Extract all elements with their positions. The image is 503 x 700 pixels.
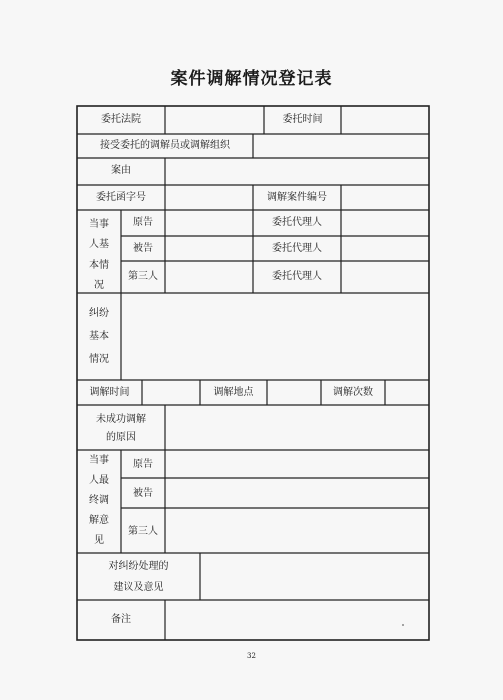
label-dispute-2: 基本 (89, 331, 109, 342)
label-suggestion-1: 对纠纷处理的 (108, 561, 169, 572)
label-remark: 备注 (111, 614, 131, 625)
label-suggestion-2: 建议及意见 (113, 582, 164, 593)
label-final-opinion-2: 人最 (89, 475, 109, 486)
label-parties-info-3: 本情 (89, 260, 109, 271)
label-plaintiff: 原告 (133, 217, 153, 228)
label-dispute-3: 情况 (89, 354, 109, 365)
registration-table (77, 106, 429, 640)
label-agent-third-party: 委托代理人 (272, 271, 322, 282)
table-grid (77, 106, 429, 640)
label-mediation-place: 调解地点 (213, 387, 254, 398)
label-final-opinion-3: 终调 (89, 495, 109, 506)
label-entrust-time: 委托时间 (282, 114, 323, 125)
label-letter-number: 委托函字号 (96, 192, 146, 203)
label-final-third-party: 第三人 (128, 526, 158, 537)
page-title: 案件调解情况登记表 (170, 69, 333, 89)
scan-speck (402, 624, 404, 626)
label-mediation-count: 调解次数 (333, 387, 373, 398)
label-mediator: 接受委托的调解员或调解组织 (100, 140, 230, 151)
label-third-party: 第三人 (128, 271, 158, 282)
label-agent-plaintiff: 委托代理人 (272, 217, 322, 228)
label-final-plaintiff: 原告 (133, 459, 153, 470)
label-dispute-1: 纠纷 (89, 308, 109, 319)
label-parties-info-2: 人基 (89, 239, 109, 250)
page-number: 32 (247, 652, 256, 660)
label-mediation-time: 调解时间 (89, 387, 130, 398)
label-parties-info-1: 当事 (89, 219, 109, 230)
label-final-defendant: 被告 (133, 488, 153, 499)
label-final-opinion-1: 当事 (89, 455, 109, 466)
label-final-opinion-4: 解意 (89, 515, 109, 526)
label-fail-reason-2: 的原因 (106, 432, 136, 443)
label-case-number: 调解案件编号 (267, 192, 327, 203)
label-case-cause: 案由 (111, 165, 131, 176)
label-fail-reason-1: 未成功调解 (96, 414, 146, 425)
label-agent-defendant: 委托代理人 (272, 243, 322, 254)
label-parties-info-4: 况 (94, 280, 104, 291)
label-entrusting-court: 委托法院 (101, 114, 141, 125)
label-final-opinion-5: 见 (94, 535, 104, 546)
label-defendant: 被告 (133, 243, 153, 254)
